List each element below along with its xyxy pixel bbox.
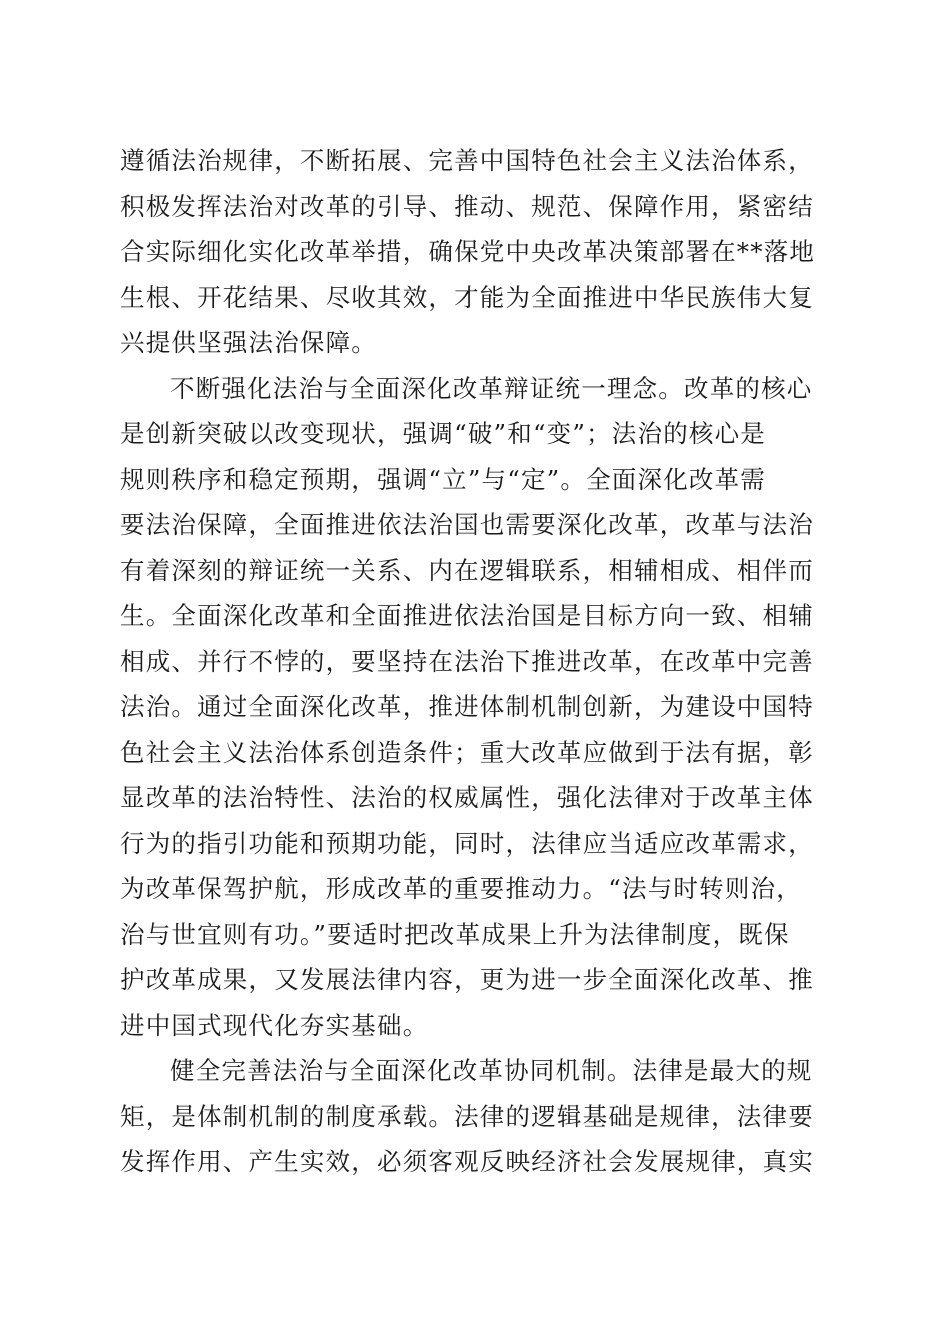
text-line: 显改革的法治特性、法治的权威属性，强化法律对于改革主体 [120, 783, 814, 812]
text-line: 行为的指引功能和预期功能，同时，法律应当适应改革需求， [120, 828, 814, 858]
text-line: 积极发挥法治对改革的引导、推动、规范、保障作用，紧密结 [120, 191, 814, 221]
text-line: 矩，是体制机制的制度承载。法律的逻辑基础是规律，法律要 [120, 1101, 814, 1131]
text-line: 生根、开花结果、尽收其效，才能为全面推进中华民族伟大复 [120, 282, 814, 312]
text-line: 规则秩序和稳定预期，强调“立”与“定”。全面深化改革需 [120, 464, 766, 494]
paragraph-start-line: 不断强化法治与全面深化改革辩证统一理念。改革的核心 [170, 373, 813, 403]
body-text [120, 138, 830, 1185]
text-line: 合实际细化实化改革举措，确保党中央改革决策部署在**落地 [120, 237, 816, 266]
text-line: 兴提供坚强法治保障。 [120, 328, 377, 357]
paragraph-start-line: 健全完善法治与全面深化改革协同机制。法律是最大的规 [170, 1056, 813, 1085]
text-line: 进中国式现代化夯实基础。 [120, 1010, 429, 1040]
text-line: 相成、并行不悖的，要坚持在法治下推进改革，在改革中完善 [120, 646, 814, 676]
text-line: 有着深刻的辩证统一关系、内在逻辑联系，相辅相成、相伴而 [120, 555, 814, 585]
text-line: 生。全面深化改革和全面推进依法治国是目标方向一致、相辅 [120, 601, 814, 630]
text-line: 发挥作用、产生实效，必须客观反映经济社会发展规律，真实 [120, 1147, 814, 1176]
text-line: 治与世宜则有功。”要适时把改革成果上升为法律制度，既保 [120, 919, 790, 949]
text-line: 法治。通过全面深化改革，推进体制机制创新，为建设中国特 [120, 692, 814, 721]
text-line: 护改革成果，又发展法律内容，更为进一步全面深化改革、推 [120, 965, 814, 994]
text-line: 要法治保障，全面推进依法治国也需要深化改革，改革与法治 [120, 510, 814, 539]
text-line: 为改革保驾护航，形成改革的重要推动力。“法与时转则治， [120, 874, 802, 903]
text-line: 是创新突破以改变现状，强调“破”和“变”；法治的核心是 [120, 419, 766, 448]
text-line: 色社会主义法治体系创造条件；重大改革应做到于法有据，彰 [120, 737, 814, 767]
text-line: 遵循法治规律，不断拓展、完善中国特色社会主义法治体系， [120, 146, 814, 175]
